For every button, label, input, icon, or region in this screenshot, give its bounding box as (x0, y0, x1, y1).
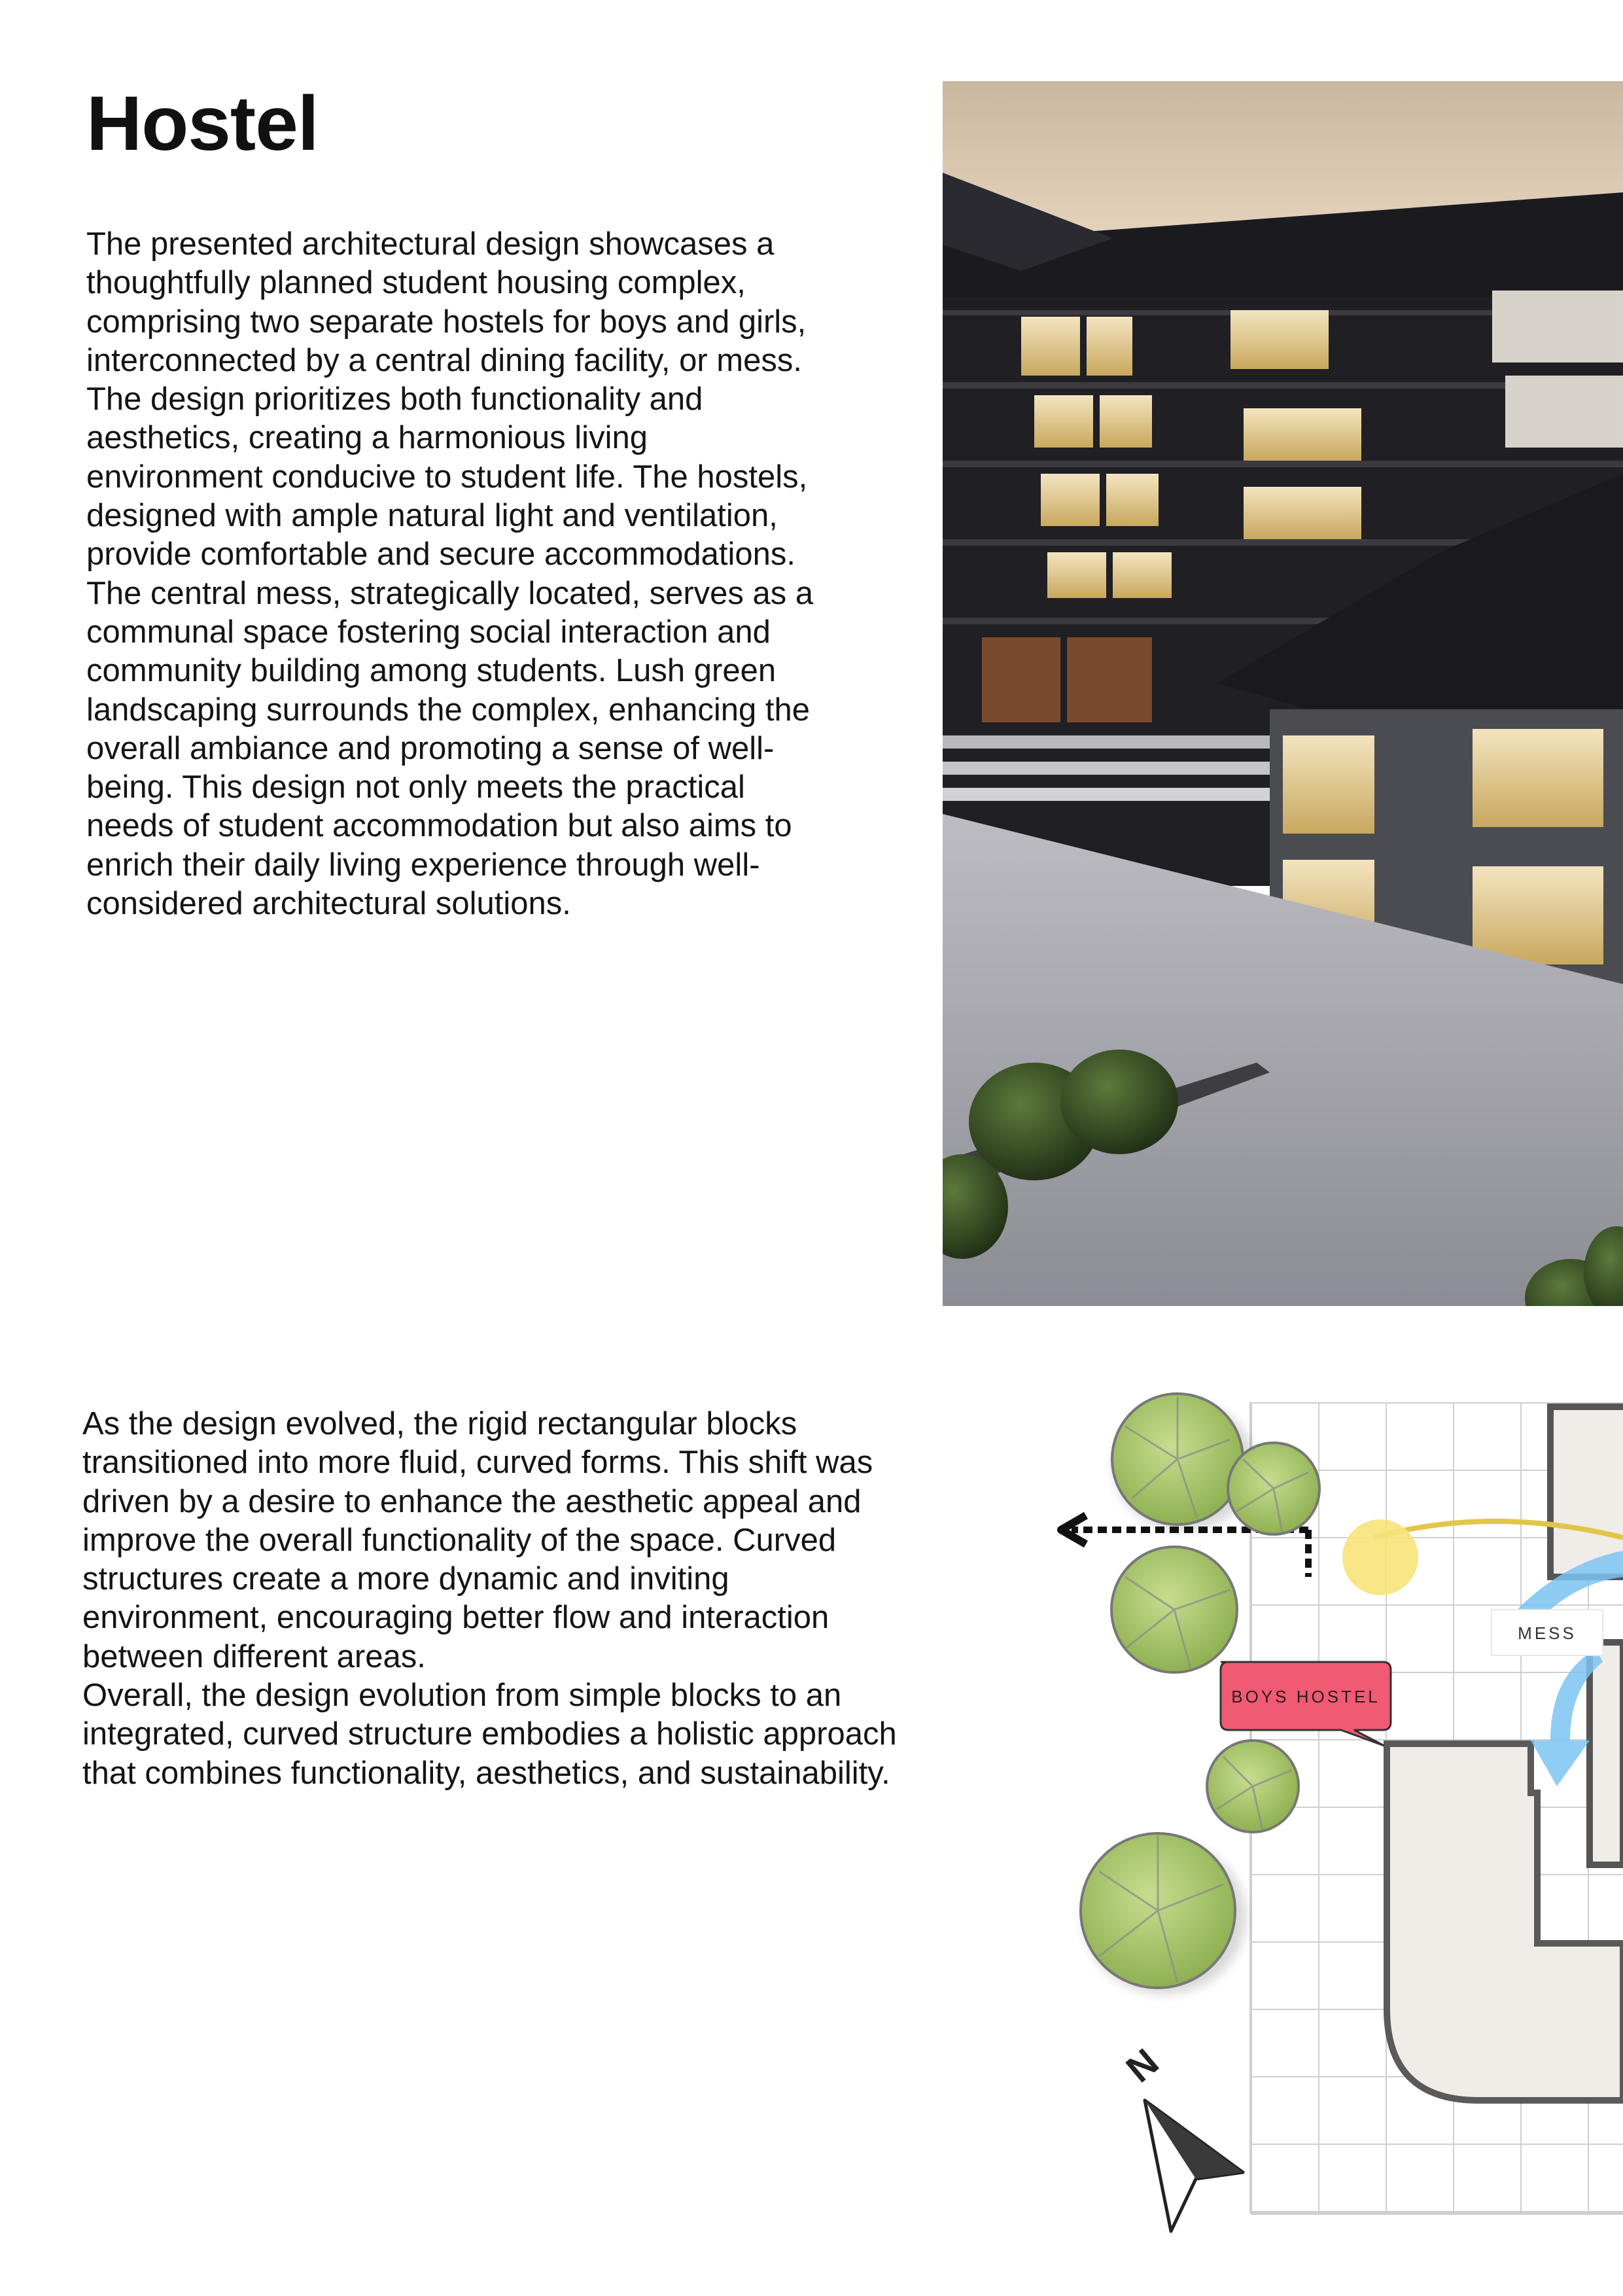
intro-line: being. This design not only meets the practical (86, 769, 745, 805)
mess-label: MESS (1518, 1623, 1577, 1643)
evolution-line: Overall, the design evolution from simple blocks to an (82, 1678, 842, 1714)
intro-line: considered architectural solutions. (86, 886, 571, 922)
evolution-line: environment, encouraging better flow and interaction (82, 1600, 829, 1636)
evolution-line: structures create a more dynamic and inviting (82, 1561, 729, 1597)
evolution-paragraph (82, 1405, 998, 1793)
intro-line: designed with ample natural light and ventilation, (86, 498, 778, 534)
intro-paragraph (86, 225, 937, 923)
intro-line: communal space fostering social interaction and (86, 614, 771, 650)
intro-line: needs of student accommodation but also aims to (86, 808, 792, 844)
intro-line: interconnected by a central dining facility, or mess. (86, 342, 802, 378)
evolution-line: that combines functionality, aesthetics, and sustainability. (82, 1755, 890, 1791)
sun-icon (1342, 1519, 1418, 1595)
evolution-line: between different areas. (82, 1638, 426, 1674)
intro-line: provide comfortable and secure accommodations. (86, 537, 796, 573)
intro-line: comprising two separate hostels for boys and girls, (86, 304, 807, 340)
intro-line: thoughtfully planned student housing complex, (86, 265, 746, 301)
intro-line: environment conducive to student life. The hostels, (86, 459, 808, 495)
boys-hostel-label: BOYS HOSTEL (1231, 1687, 1380, 1706)
evolution-line: transitioned into more fluid, curved forms. This shift was (82, 1445, 873, 1481)
hostel-render-image (943, 81, 1623, 1306)
north-label: N (1118, 2040, 1167, 2091)
page-title: Hostel (86, 80, 319, 167)
intro-line: community building among students. Lush green (86, 653, 777, 689)
intro-line: overall ambiance and promoting a sense of well- (86, 730, 775, 766)
evolution-line: As the design evolved, the rigid rectangular blocks (82, 1406, 797, 1441)
intro-line: The presented architectural design showcases a (86, 226, 775, 262)
site-plan-diagram (1034, 1387, 1623, 2296)
intro-line: The design prioritizes both functionality and (86, 381, 703, 417)
girls-hostel-footprint (1550, 1407, 1623, 1577)
evolution-line: improve the overall functionality of the space. Curved (82, 1522, 837, 1558)
intro-line: landscaping surrounds the complex, enhancing the (86, 692, 810, 728)
evolution-line: integrated, curved structure embodies a holistic approach (82, 1716, 897, 1752)
evolution-line: driven by a desire to enhance the aesthetic appeal and (82, 1483, 862, 1519)
intro-line: enrich their daily living experience through well- (86, 847, 760, 883)
intro-line: aesthetics, creating a harmonious living (86, 420, 648, 456)
mess-footprint (1590, 1642, 1623, 1865)
intro-line: The central mess, strategically located, serves as a (86, 575, 814, 611)
north-arrow-icon (1118, 2041, 1243, 2231)
